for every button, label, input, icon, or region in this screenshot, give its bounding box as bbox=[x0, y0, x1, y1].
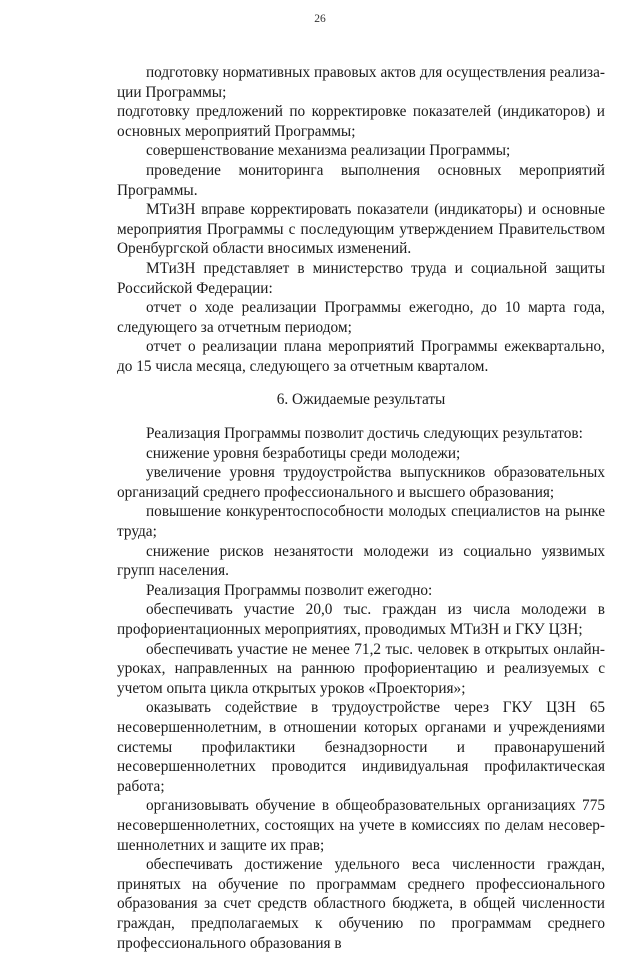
paragraph: снижение уровня безработицы среди молодежи; bbox=[146, 444, 461, 462]
paragraph: проведение мониторинга выполнения основных мероприятий Программы. bbox=[117, 161, 605, 199]
paragraph: обеспечивать достижение удельного веса численности граждан, принятых на обучение по программам среднего профессионального образования за счет средств областного бюджета, в общей численности граждан, предполагаемых к обучению по программам среднего профессионального образования в bbox=[117, 856, 605, 952]
paragraph: Реализация Программы позволит ежегодно: bbox=[146, 581, 433, 599]
paragraph: обеспечивать участие не менее 71,2 тыс. человек в открытых онлайн-уроках, направленных на раннюю профориентацию и реализуемых с учетом опыта цикла открытых уроков «Проектория»; bbox=[117, 640, 605, 697]
paragraph: отчет о ходе реализации Программы ежегодно, до 10 марта года, следующего за отчетным периодом; bbox=[117, 299, 605, 336]
paragraph: организовывать обучение в общеобразовательных организациях 775 несовершеннолетних, состоящих на учете в комиссиях по делам несовершеннолетних и защите их прав; bbox=[117, 797, 605, 854]
paragraph: МТиЗН представляет в министерство труда и социальной защиты Российской Федерации: bbox=[117, 259, 605, 297]
paragraph: подготовку предложений по корректировке показателей (индикаторов) и основных мероприятий Программы; bbox=[117, 103, 605, 140]
paragraph: подготовку нормативных правовых актов для осуществления реализации Программы; bbox=[117, 64, 605, 101]
page-number: 26 bbox=[314, 13, 326, 25]
document-body bbox=[117, 63, 605, 953]
paragraph: снижение рисков незанятости молодежи из социально уязвимых групп населения. bbox=[117, 542, 605, 580]
paragraph: повышение конкурентоспособности молодых специалистов на рынке труда; bbox=[117, 503, 605, 541]
paragraph: обеспечивать участие 20,0 тыс. граждан из числа молодежи в профориентационных мероприятиях, проводимых МТиЗН и ГКУ ЦЗН; bbox=[117, 601, 605, 639]
paragraph: Реализация Программы позволит достичь следующих результатов: bbox=[146, 425, 583, 443]
paragraph: МТиЗН вправе корректировать показатели (индикаторы) и основные мероприятия Программы с последующим утверждением Правительством Оренбургской области вносимых изменений. bbox=[117, 201, 605, 258]
section-heading: 6. Ожидаемые результаты bbox=[276, 390, 446, 408]
paragraph: отчет о реализации плана мероприятий Программы ежеквартально, до 15 числа месяца, следующего за отчетным кварталом. bbox=[117, 338, 605, 375]
paragraph: совершенствование механизма реализации Программы; bbox=[146, 142, 511, 160]
paragraph: увеличение уровня трудоустройства выпускников образовательных организаций среднего профессионального и высшего образования; bbox=[117, 464, 605, 501]
paragraph: оказывать содействие в трудоустройстве через ГКУ ЦЗН 65 несовершеннолетним, в отношении которых органами и учреждениями системы профилактики безнадзорности и правонарушений несовершеннолетних проводится индивидуальная профилактическая работа; bbox=[117, 699, 605, 795]
